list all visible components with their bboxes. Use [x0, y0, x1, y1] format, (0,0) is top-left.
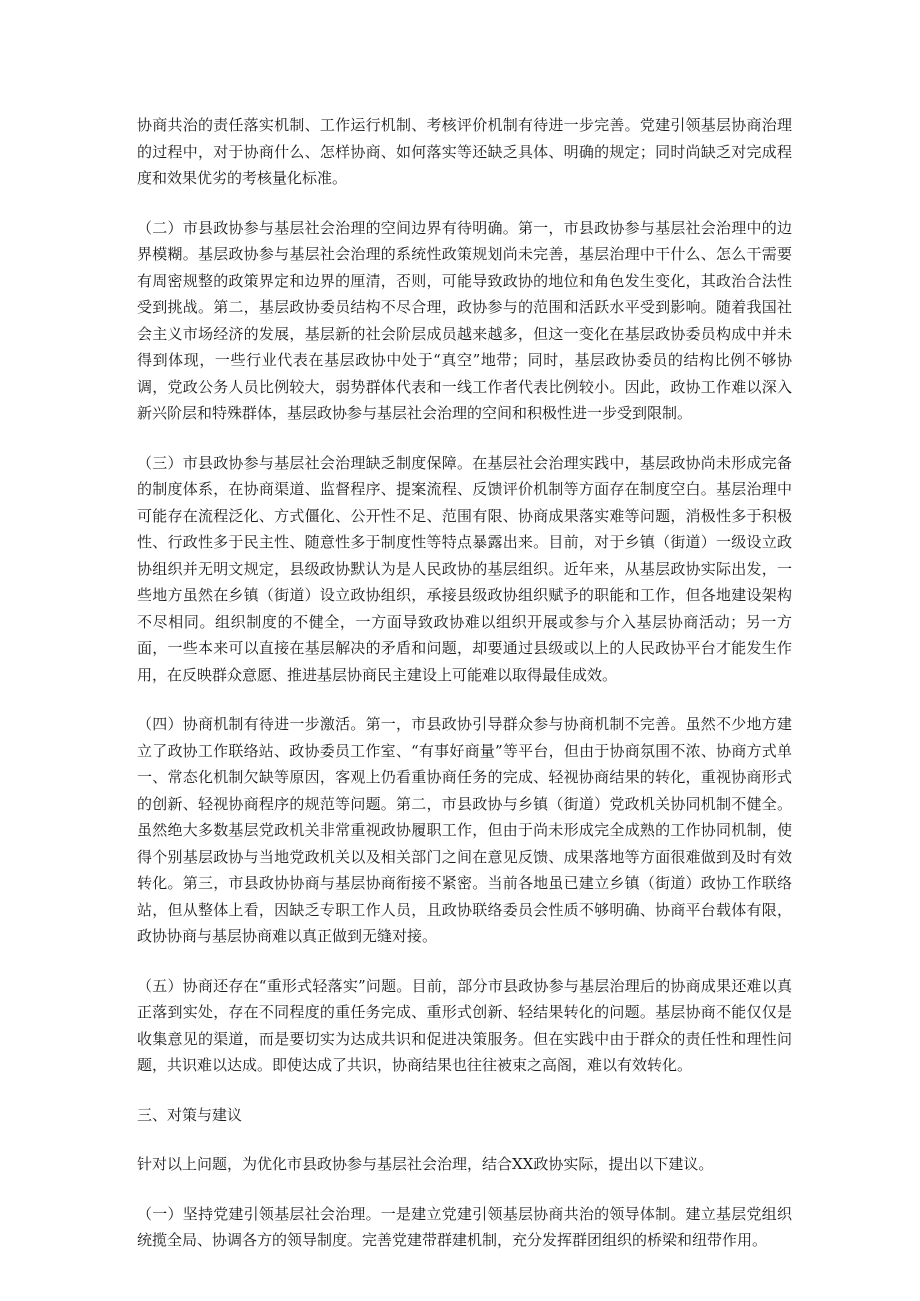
paragraph-section-3: （三）市县政协参与基层社会治理缺乏制度保障。在基层社会治理实践中，基层政协尚未形成完备的制度体系，在协商渠道、监督程序、提案流程、反馈评价机制等方面存在制度空白。基层治理中可能存在流程泛化、方式僵化、公开性不足、范围有限、协商成果落实难等问题，消极性多于积极性、行政性多于民主性、随意性多于制度性等特点暴露出来。目前，对于乡镇（街道）一级设立政协组织并无明文规定，县级政协默认为是人民政协的基层组织。近年来，从基层政协实际出发，一些地方虽然在乡镇（街道）设立政协组织，承接县级政协组织赋予的职能和工作，但各地建设架构不尽相同。组织制度的不健全，一方面导致政协难以组织开展或参与介入基层协商活动；另一方面，一些本来可以直接在基层解决的矛盾和问题，却要通过县级或以上的人民政协平台才能发生作用，在反映群众意愿、推进基层协商民主建设上可能难以取得最佳成效。	[137, 453, 792, 684]
document-page	[137, 112, 792, 1277]
paragraph-section-5: （五）协商还存在“重形式轻落实”问题。目前，部分市县政协参与基层治理后的协商成果还难以真正落到实处，存在不同程度的重任务完成、重形式创新、轻结果转化的问题。基层协商不能仅仅是收集意见的渠道，而是要切实为达成共识和促进决策服务。但在实践中由于群众的责任性和理性问题，共识难以达成。即使达成了共识，协商结果也往往被束之高阁，难以有效转化。	[137, 976, 792, 1074]
paragraph-intro-suggestions: 针对以上问题，为优化市县政协参与基层社会治理，结合XX政协实际，提出以下建议。	[137, 1155, 714, 1173]
paragraph-section-2: （二）市县政协参与基层社会治理的空间边界有待明确。第一，市县政协参与基层社会治理中的边界模糊。基层政协参与基层社会治理的系统性政策规划尚未完善，基层治理中干什么、怎么干需要有周密规整的政策界定和边界的厘清，否则，可能导致政协的地位和角色发生变化，其政治合法性受到挑战。第二，基层政协委员结构不尽合理，政协参与的范围和活跃水平受到影响。随着我国社会主义市场经济的发展，基层新的社会阶层成员越来越多，但这一变化在基层政协委员构成中并未得到体现，一些行业代表在基层政协中处于“真空”地带；同时，基层政协委员的结构比例不够协调，党政公务人员比例较大，弱势群体代表和一线工作者代表比例较小。因此，政协工作难以深入新兴阶层和特殊群体，基层政协参与基层社会治理的空间和积极性进一步受到限制。	[137, 218, 792, 422]
paragraph-accountability: 协商共治的责任落实机制、工作运行机制、考核评价机制有待进一步完善。党建引领基层协商治理的过程中，对于协商什么、怎样协商、如何落实等还缺乏具体、明确的规定；同时尚缺乏对完成程度和效果优劣的考核量化标准。	[137, 116, 792, 187]
section-heading-countermeasures: 三、对策与建议	[137, 1105, 243, 1124]
paragraph-section-4: （四）协商机制有待进一步激活。第一，市县政协引导群众参与协商机制不完善。虽然不少地方建立了政协工作联络站、政协委员工作室、“有事好商量”等平台，但由于协商氛围不浓、协商方式单一、常态化机制欠缺等原因，客观上仍看重协商任务的完成、轻视协商结果的转化，重视协商形式的创新、轻视协商程序的规范等问题。第二，市县政协与乡镇（街道）党政机关协同机制不健全。虽然绝大多数基层党政机关非常重视政协履职工作，但由于尚未形成完全成熟的工作协同机制，使得个别基层政协与当地党政机关以及相关部门之间在意见反馈、成果落地等方面很难做到及时有效转化。第三，市县政协协商与基层协商衔接不紧密。当前各地虽已建立乡镇（街道）政协工作联络站，但从整体上看，因缺乏专职工作人员，且政协联络委员会性质不够明确、协商平台载体有限，政协协商与基层协商难以真正做到无缝对接。	[137, 715, 792, 945]
paragraph-suggestion-1: （一）坚持党建引领基层社会治理。一是建立党建引领基层协商共治的领导体制。建立基层党组织统揽全局、协调各方的领导制度。完善党建带群建机制，充分发挥群团组织的桥梁和纽带作用。	[137, 1204, 792, 1249]
